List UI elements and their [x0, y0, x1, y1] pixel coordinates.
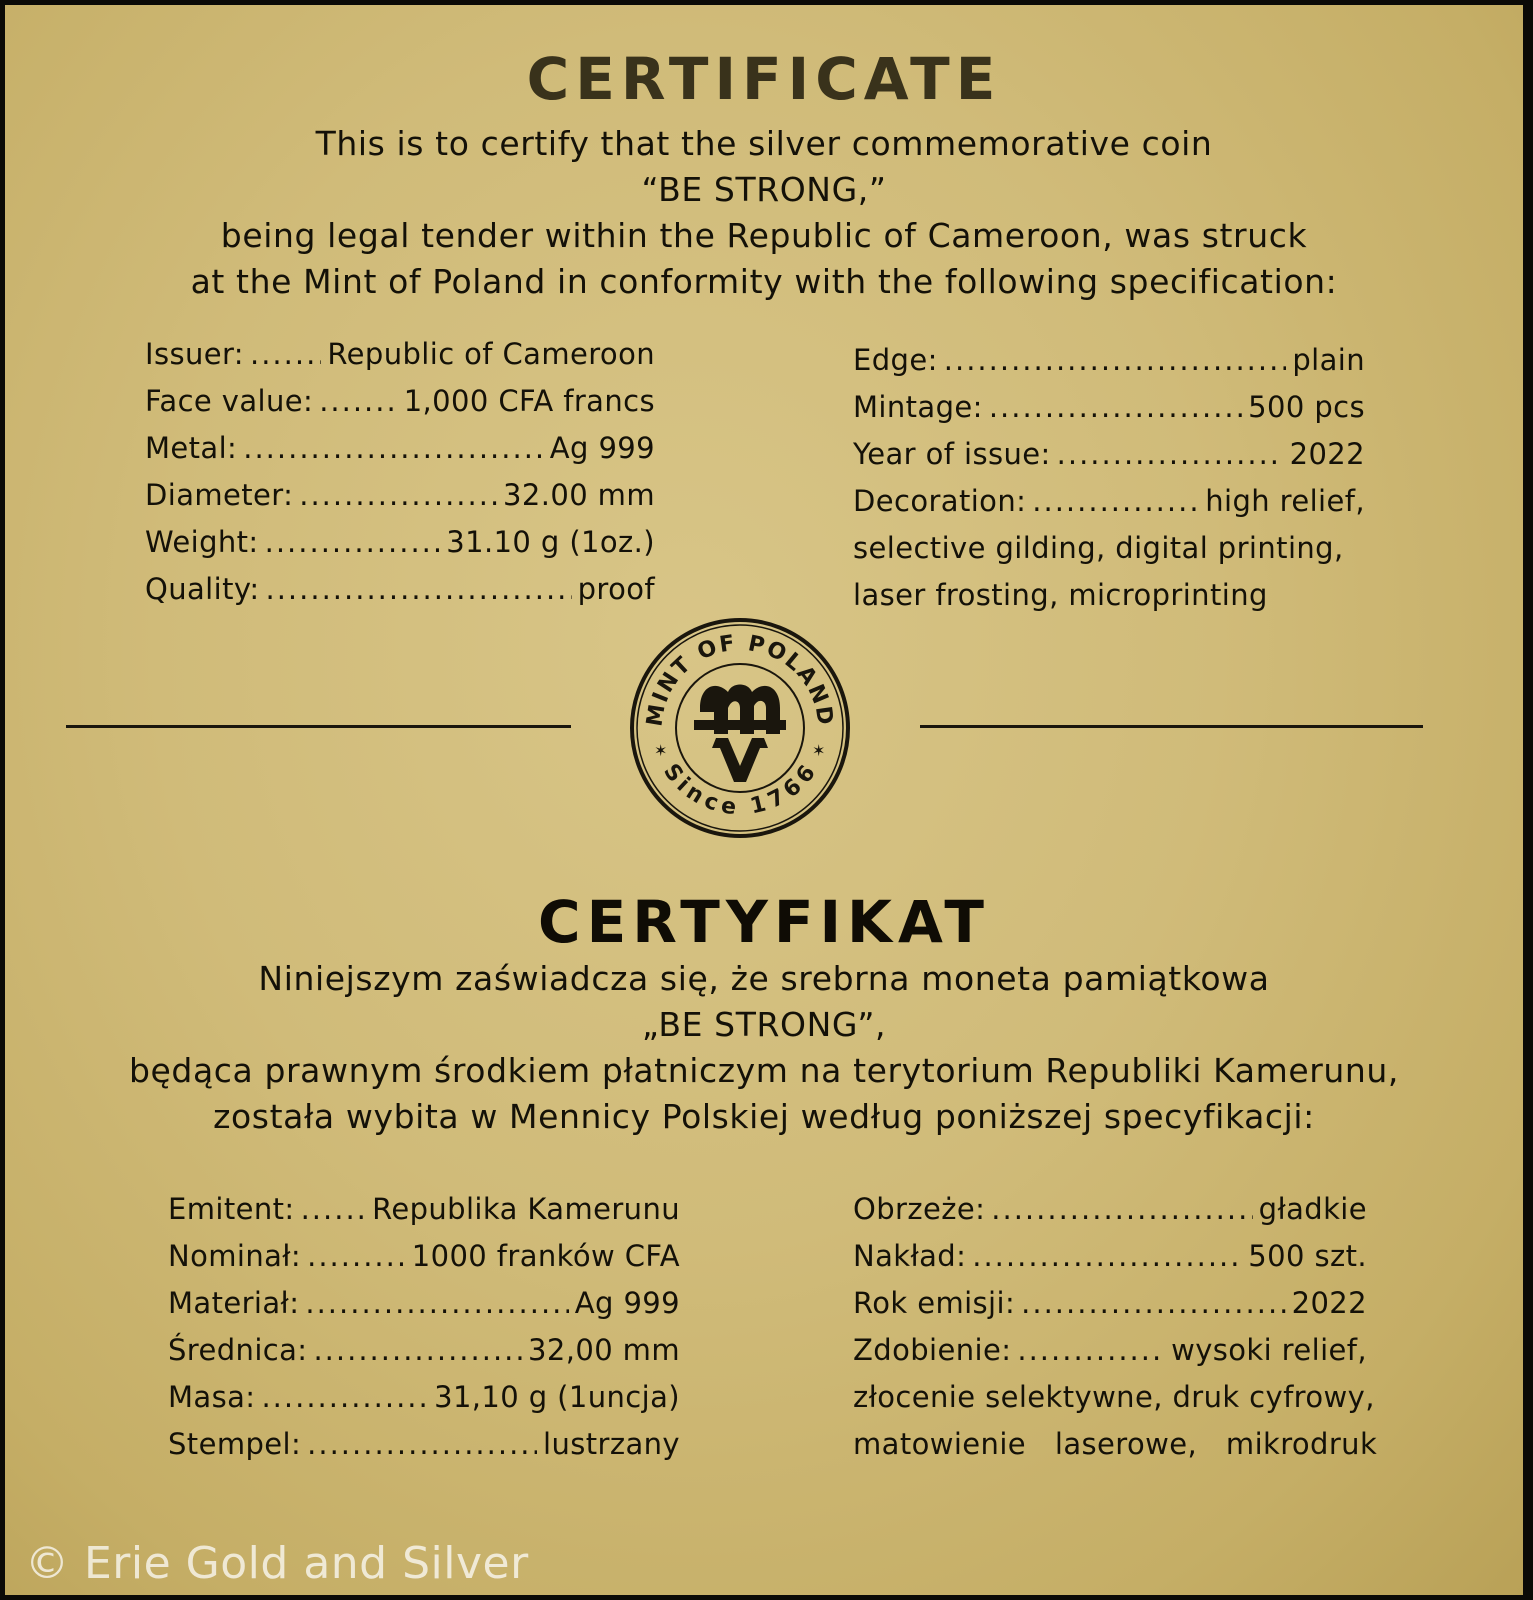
decoration-continuation: selective gilding, digital printing,	[853, 531, 1344, 565]
spec-row-material	[168, 1286, 680, 1320]
intro-line: being legal tender within the Republic of Cameroon, was struck	[220, 216, 1308, 255]
spec-value: 2022	[1291, 1286, 1367, 1320]
spec-row-quality	[145, 572, 655, 606]
spec-row-srednica	[168, 1333, 680, 1367]
spec-value: 2022	[1289, 437, 1365, 471]
spec-row-masa	[168, 1380, 680, 1414]
dot-leader	[1032, 484, 1199, 518]
mw-monogram-logo	[694, 685, 786, 783]
intro-paragraph-en	[5, 121, 1523, 305]
divider-line-right	[920, 725, 1423, 728]
dot-leader	[261, 1380, 428, 1414]
spec-label: Metal:	[145, 431, 238, 465]
spec-value: Republika Kamerunu	[372, 1192, 680, 1226]
dot-leader	[944, 343, 1287, 377]
spec-label: Decoration:	[853, 484, 1027, 518]
dot-leader	[266, 572, 572, 606]
spec-row-naklad	[853, 1239, 1367, 1273]
spec-row-zdobienie	[853, 1333, 1367, 1367]
spec-label: Zdobienie:	[853, 1333, 1012, 1367]
spec-value: Republic of Cameroon	[327, 337, 655, 371]
spec-label: Quality:	[145, 572, 260, 606]
spec-value: wysoki relief,	[1171, 1333, 1367, 1367]
dot-leader	[307, 1239, 406, 1273]
spec-label: Nakład:	[853, 1239, 967, 1273]
spec-row-stempel	[168, 1427, 680, 1461]
divider-line-left	[66, 725, 571, 728]
dot-leader	[972, 1239, 1242, 1273]
star-icon: ✶	[812, 741, 826, 760]
spec-label: Edge:	[853, 343, 938, 377]
spec-label: Issuer:	[145, 337, 244, 371]
spec-value: gładkie	[1258, 1192, 1367, 1226]
spec-value: Ag 999	[574, 1286, 680, 1320]
dot-leader	[243, 431, 544, 465]
spec-label: Mintage:	[853, 390, 983, 424]
intro-line: “BE STRONG,”	[641, 170, 887, 209]
decoration-continuation: matowienie laserowe, mikrodruk	[853, 1427, 1378, 1461]
intro-line: Niniejszym zaświadcza się, że srebrna moneta pamiątkowa	[258, 959, 1270, 998]
intro-line: będąca prawnym środkiem płatniczym na terytorium Republiki Kamerunu,	[128, 1051, 1400, 1090]
spec-label: Weight:	[145, 525, 259, 559]
spec-value: 1,000 CFA francs	[403, 384, 655, 418]
spec-row-weight	[145, 525, 655, 559]
spec-label: Year of issue:	[853, 437, 1051, 471]
dot-leader	[250, 337, 321, 371]
spec-label: Obrzeże:	[853, 1192, 986, 1226]
spec-value: lustrzany	[543, 1427, 680, 1461]
intro-paragraph-pl	[5, 956, 1523, 1140]
spec-value: 1000 franków CFA	[411, 1239, 680, 1273]
spec-label: Średnica:	[168, 1333, 308, 1367]
spec-label: Rok emisji:	[853, 1286, 1016, 1320]
spec-label: Nominał:	[168, 1239, 302, 1273]
dot-leader	[1017, 1333, 1165, 1367]
spec-row-issuer	[145, 337, 655, 371]
spec-label: Diameter:	[145, 478, 294, 512]
spec-value: 32.00 mm	[503, 478, 655, 512]
spec-label: Emitent:	[168, 1192, 295, 1226]
mint-of-poland-seal	[628, 616, 852, 840]
spec-value: high relief,	[1205, 484, 1365, 518]
dot-leader	[299, 478, 497, 512]
spec-row-decoration	[853, 484, 1365, 518]
dot-leader	[265, 525, 441, 559]
dot-leader	[305, 1286, 568, 1320]
dot-leader	[319, 384, 398, 418]
spec-value: 31.10 g (1oz.)	[446, 525, 655, 559]
spec-value: 500 pcs	[1248, 390, 1365, 424]
spec-value: plain	[1292, 343, 1365, 377]
spec-value: Ag 999	[549, 431, 655, 465]
spec-value: 32,00 mm	[528, 1333, 680, 1367]
spec-value: 500 szt.	[1248, 1239, 1367, 1273]
spec-value: proof	[577, 572, 655, 606]
spec-row-nominal	[168, 1239, 680, 1273]
intro-line: This is to certify that the silver commemorative coin	[315, 124, 1213, 163]
decoration-continuation: złocenie selektywne, druk cyfrowy,	[853, 1380, 1375, 1414]
spec-row-obrzeze	[853, 1192, 1367, 1226]
decoration-continuation: laser frosting, microprinting	[853, 578, 1268, 612]
star-icon: ✶	[654, 741, 668, 760]
certificate-title-en: CERTIFICATE	[526, 45, 1002, 113]
spec-row-face-value	[145, 384, 655, 418]
intro-line: at the Mint of Poland in conformity with the following specification:	[190, 262, 1338, 301]
spec-label: Face value:	[145, 384, 314, 418]
dot-leader	[1021, 1286, 1285, 1320]
copyright-watermark: © Erie Gold and Silver	[25, 1538, 529, 1589]
dot-leader	[1057, 437, 1284, 471]
dot-leader	[989, 390, 1242, 424]
seal-bottom-text: Since 1766	[658, 759, 822, 821]
spec-row-metal	[145, 431, 655, 465]
intro-line: „BE STRONG”,	[641, 1005, 887, 1044]
dot-leader	[991, 1192, 1252, 1226]
spec-row-mintage	[853, 390, 1365, 424]
spec-row-year-of-issue	[853, 437, 1365, 471]
spec-label: Materiał:	[168, 1286, 300, 1320]
spec-row-rok-emisji	[853, 1286, 1367, 1320]
spec-row-diameter	[145, 478, 655, 512]
spec-label: Masa:	[168, 1380, 256, 1414]
spec-row-emitent	[168, 1192, 680, 1226]
spec-row-edge	[853, 343, 1365, 377]
dot-leader	[313, 1333, 522, 1367]
seal-top-text: MINT OF POLAND	[642, 630, 838, 729]
dot-leader	[301, 1192, 367, 1226]
certificate-card	[5, 5, 1523, 1595]
spec-label: Stempel:	[168, 1427, 302, 1461]
intro-line: została wybita w Mennicy Polskiej według poniższej specyfikacji:	[213, 1097, 1315, 1136]
spec-value: 31,10 g (1uncja)	[434, 1380, 680, 1414]
certificate-title-pl: CERTYFIKAT	[538, 888, 990, 956]
dot-leader	[307, 1427, 537, 1461]
